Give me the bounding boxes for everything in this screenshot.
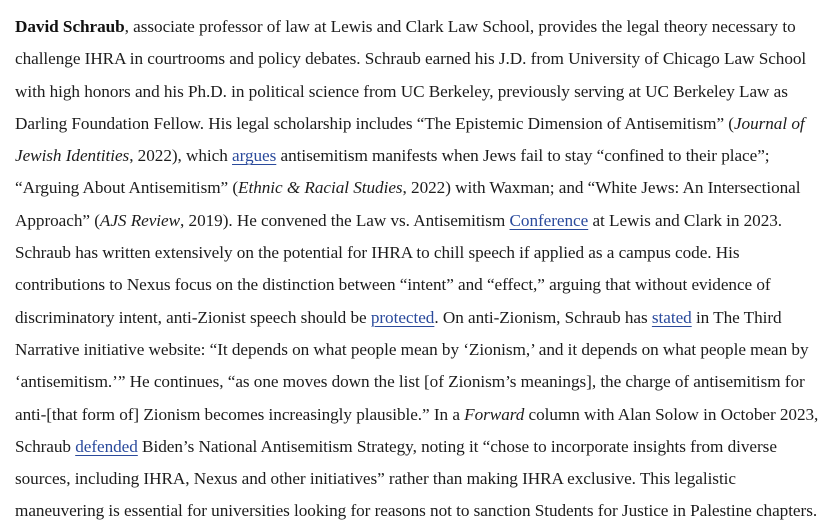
text-run: Schraub has written extensively on the potential for IHRA to chill speech if applied as a campus code. His (15, 243, 740, 263)
article-body (15, 11, 819, 528)
text-line (15, 463, 815, 495)
text-run: ‘antisemitism.’” He continues, “as one moves down the list [of Zionism’s meanings], the charge of antisemitism for (15, 372, 805, 392)
text-run: . On anti-Zionism, Schraub has (434, 307, 652, 327)
text-run: , 2019). He convened the Law vs. Antisemitism (180, 210, 510, 230)
text-line (15, 140, 815, 172)
text-line (15, 495, 818, 527)
text-run: anti-[that form of] Zionism becomes increasingly plausible.” In a (15, 404, 465, 424)
text-line (15, 43, 815, 75)
text-run: at Lewis and Clark in 2023. (588, 210, 783, 230)
publication-title: AJS Review (99, 210, 181, 230)
text-run: maneuvering is essential for universities looking for reasons not to sanction Students for Justice in Palestine chapters. (15, 501, 818, 521)
text-run: contributions to Nexus focus on the distinction between “intent” and “effect,” arguing that without evidence of (15, 275, 771, 295)
text-run: Schraub (15, 436, 76, 456)
inline-link-argues[interactable]: argues (232, 146, 277, 166)
text-run: with high honors and his Ph.D. in political science from UC Berkeley, previously serving at UC Berkeley Law as (15, 81, 788, 101)
inline-link-conference[interactable]: Conference (509, 210, 589, 230)
text-line (15, 11, 815, 43)
text-line (15, 431, 815, 463)
inline-link-defended[interactable]: defended (75, 436, 138, 456)
text-run: discriminatory intent, anti-Zionist speech should be (15, 307, 371, 327)
text-run: antisemitism manifests when Jews fail to stay “confined to their place”; (276, 146, 770, 166)
text-line (15, 237, 815, 269)
biography-paragraph (15, 11, 819, 528)
text-run: challenge IHRA in courtrooms and policy debates. Schraub earned his J.D. from University of Chicago Law School (15, 49, 807, 69)
text-line (15, 269, 815, 301)
text-line (15, 172, 815, 204)
text-run: “Arguing About Antisemitism” ( (15, 178, 239, 198)
publication-title: Forward (464, 404, 525, 424)
inline-link-protected[interactable]: protected (370, 307, 435, 327)
publication-title: Jewish Identities (15, 146, 130, 166)
text-run: in The Third (691, 307, 782, 327)
text-line (15, 76, 815, 108)
text-run: sources, including IHRA, Nexus and other initiatives” rather than making IHRA exclusive. This legalistic (15, 469, 736, 489)
text-line (15, 205, 815, 237)
text-run: , associate professor of law at Lewis and Clark Law School, provides the legal theory necessary to (124, 17, 796, 36)
author-name: David Schraub (15, 17, 125, 36)
text-line (15, 302, 815, 334)
text-run: Narrative initiative website: “It depends on what people mean by ‘Zionism,’ and it depends on what people mean by (15, 339, 809, 359)
text-line (15, 334, 815, 366)
text-run: column with Alan Solow in October 2023, (524, 404, 819, 424)
text-line (15, 399, 819, 431)
publication-title: Ethnic & Racial Studies (238, 178, 403, 198)
publication-title: Journal of (733, 113, 805, 133)
inline-link-stated[interactable]: stated (651, 307, 692, 327)
text-run: Approach” ( (15, 210, 100, 230)
text-run: , 2022) with Waxman; and “White Jews: An Intersectional (402, 178, 801, 198)
text-line (15, 108, 815, 140)
text-run: Biden’s National Antisemitism Strategy, noting it “chose to incorporate insights from diverse (137, 436, 777, 456)
text-line (15, 366, 815, 398)
text-run: , 2022), which (129, 146, 233, 166)
text-run: Darling Foundation Fellow. His legal scholarship includes “The Epistemic Dimension of Antisemitism” ( (15, 113, 734, 133)
